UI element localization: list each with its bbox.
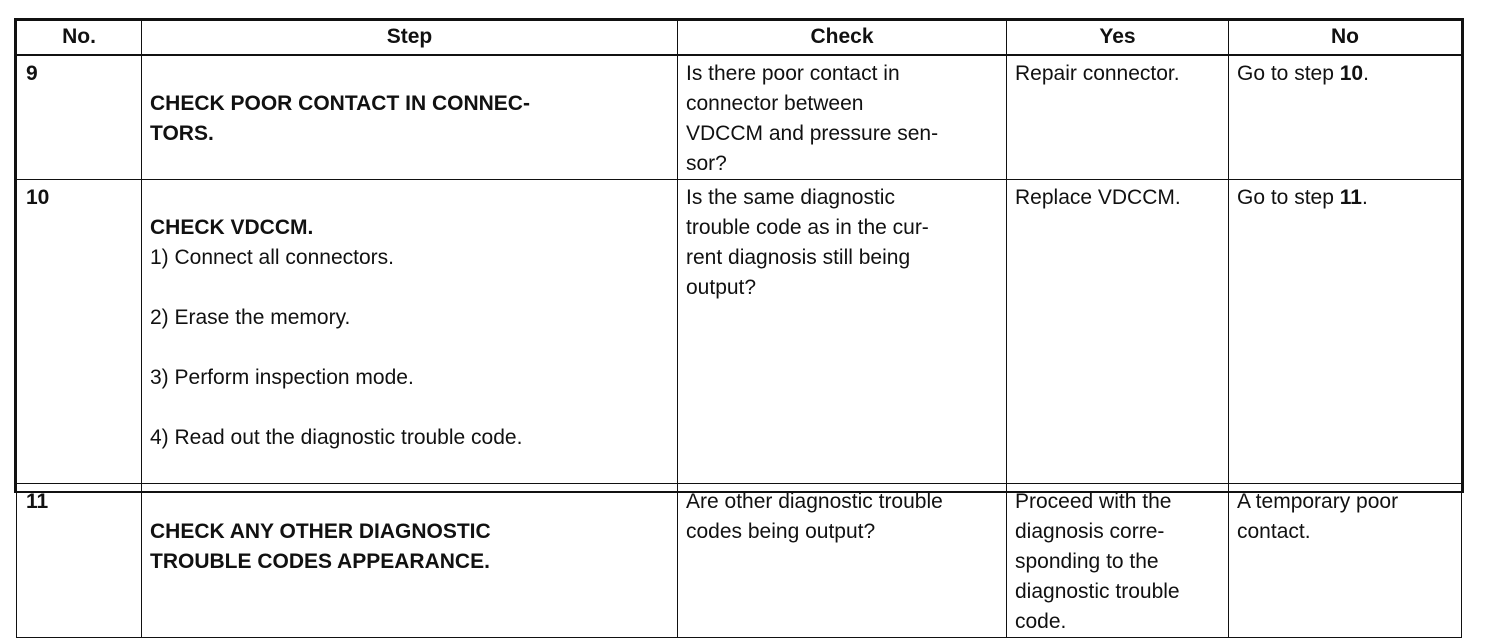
- no-text: A temporary poor contact.: [1237, 490, 1399, 543]
- yes-text: Repair connector.: [1015, 61, 1180, 85]
- step-title: CHECK ANY OTHER DIAGNOSTIC TROUBLE CODES APPEARANCE.: [150, 520, 491, 573]
- no-step-number: 10: [1339, 61, 1364, 85]
- step-number-cell: [17, 180, 142, 484]
- no-cell: [1229, 55, 1462, 180]
- substep-4: 4) Read out the diagnostic trouble code.: [150, 426, 523, 449]
- substep-2: 2) Erase the memory.: [150, 306, 351, 329]
- yes-text: Proceed with the diagnosis corre- sponding to the diagnostic trouble code.: [1015, 490, 1180, 633]
- header-check: Check: [678, 21, 1007, 55]
- no-step-number: 11: [1339, 186, 1362, 209]
- step-number: 10: [26, 186, 50, 209]
- yes-cell: [1007, 484, 1229, 638]
- yes-cell: [1007, 180, 1229, 484]
- step-title: CHECK POOR CONTACT IN CONNEC- TORS.: [150, 91, 530, 145]
- diagnostic-table: [16, 20, 1462, 638]
- header-no: No.: [17, 21, 142, 55]
- no-cell: [1229, 180, 1462, 484]
- header-step: Step: [142, 21, 678, 55]
- no-text: Go to step: [1237, 186, 1340, 209]
- no-suffix: .: [1363, 61, 1369, 85]
- check-cell: [678, 180, 1007, 484]
- step-number-cell: [17, 55, 142, 180]
- no-text: Go to step: [1237, 61, 1340, 85]
- header-yes: Yes: [1007, 21, 1229, 55]
- check-text: Are other diagnostic trouble codes being output?: [686, 490, 943, 543]
- substep-3: 3) Perform inspection mode.: [150, 366, 414, 389]
- step-number-cell: [17, 484, 142, 638]
- check-cell: [678, 55, 1007, 180]
- substep-1: 1) Connect all connectors.: [150, 246, 394, 269]
- step-title: CHECK VDCCM.: [150, 216, 314, 239]
- step-number: 11: [26, 490, 49, 513]
- check-text: Is there poor contact in connector between VDCCM and pressure sen- sor?: [686, 61, 939, 175]
- check-cell: [678, 484, 1007, 638]
- step-number: 9: [26, 61, 38, 85]
- step-cell: [142, 180, 678, 484]
- yes-cell: [1007, 55, 1229, 180]
- check-text: Is the same diagnostic trouble code as in the cur- rent diagnosis still being output?: [686, 186, 929, 299]
- no-suffix: .: [1361, 186, 1368, 209]
- step-cell: [142, 484, 678, 638]
- table-row: [17, 55, 1462, 180]
- table-row: [17, 484, 1462, 638]
- diagnostic-table-frame: [14, 18, 1464, 633]
- header-no-result: No: [1229, 21, 1462, 55]
- step-cell: [142, 55, 678, 180]
- header-row: [17, 21, 1462, 55]
- yes-text: Replace VDCCM.: [1015, 186, 1181, 209]
- no-cell: [1229, 484, 1462, 638]
- table-row: [17, 180, 1462, 484]
